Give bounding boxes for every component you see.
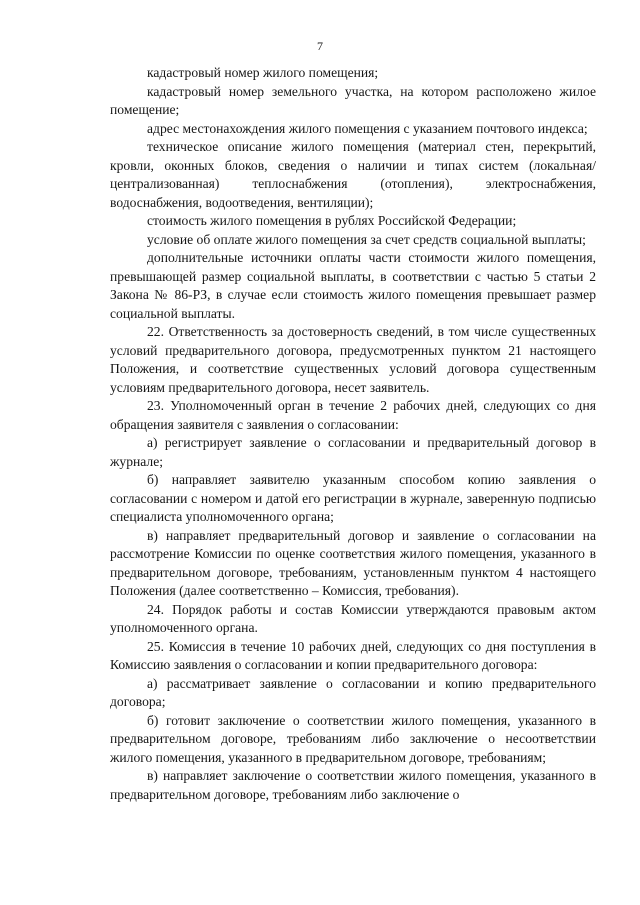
paragraph: б) направляет заявителю указанным способом копию заявления о согласовании с номером и датой его регистрации в журнале, заверенную подписью специалиста уполномоченного органа; [110, 472, 596, 524]
paragraph: кадастровый номер жилого помещения; [147, 65, 379, 80]
paragraph: б) готовит заключение о соответствии жилого помещения, указанного в предварительном договоре, требованиям либо заключение о несоответствии жилого помещения, указанного в предварительном договоре, требованиям; [110, 712, 596, 765]
paragraph: в) направляет предварительный договор и заявление о согласовании на рассмотрение Комиссии по оценке соответствия жилого помещения, указанного в предварительном договоре, требованиям, установленным пунктом 4 настоящего Положения (далее соответственно – Комиссия, требования). [110, 527, 596, 598]
paragraph: адрес местонахождения жилого помещения с указанием почтового индекса; [147, 120, 588, 136]
paragraph: а) регистрирует заявление о согласовании и предварительный договор в журнале; [110, 435, 596, 469]
paragraph: а) рассматривает заявление о согласовании и копию предварительного договора; [110, 675, 596, 709]
paragraph: 23. Уполномоченный орган в течение 2 рабочих дней, следующих со дня обращения заявителя с заявления о согласовании: [110, 398, 596, 432]
paragraph: в) направляет заключение о соответствии жилого помещения, указанного в предварительном договоре, требованиям либо заключение о [110, 768, 596, 802]
paragraph: 25. Комиссия в течение 10 рабочих дней, следующих со дня поступления в Комиссию заявления о согласовании и копии предварительного договора: [110, 638, 596, 672]
paragraph: условие об оплате жилого помещения за счет средств социальной выплаты; [147, 231, 586, 247]
paragraph: 24. Порядок работы и состав Комиссии утверждаются правовым актом уполномоченного органа. [110, 601, 596, 635]
paragraph: техническое описание жилого помещения (материал стен, перекрытий, кровли, оконных блоков, сведения о наличии и типах систем (локальная/централизованная) теплоснабжения (отопления), электроснабжения, водоснабжения, водоотведения, вентиляции); [110, 139, 596, 210]
paragraph: стоимость жилого помещения в рублях Российской Федерации; [147, 213, 517, 228]
document-body [110, 64, 596, 804]
paragraph: кадастровый номер земельного участка, на котором расположено жилое помещение; [110, 83, 596, 117]
page-number: 7 [317, 39, 323, 53]
paragraph: дополнительные источники оплаты части стоимости жилого помещения, превышающей размер социальной выплаты, в соответствии с частью 5 статьи 2 Закона № 86-РЗ, в случае если стоимость жилого помещения превышает размер социальной выплаты. [110, 250, 596, 321]
paragraph: 22. Ответственность за достоверность сведений, в том числе существенных условий предварительного договора, предусмотренных пунктом 21 настоящего Положения, и соответствие существенных условий договора существенным условиям предварительного договора, несет заявитель. [110, 324, 596, 395]
